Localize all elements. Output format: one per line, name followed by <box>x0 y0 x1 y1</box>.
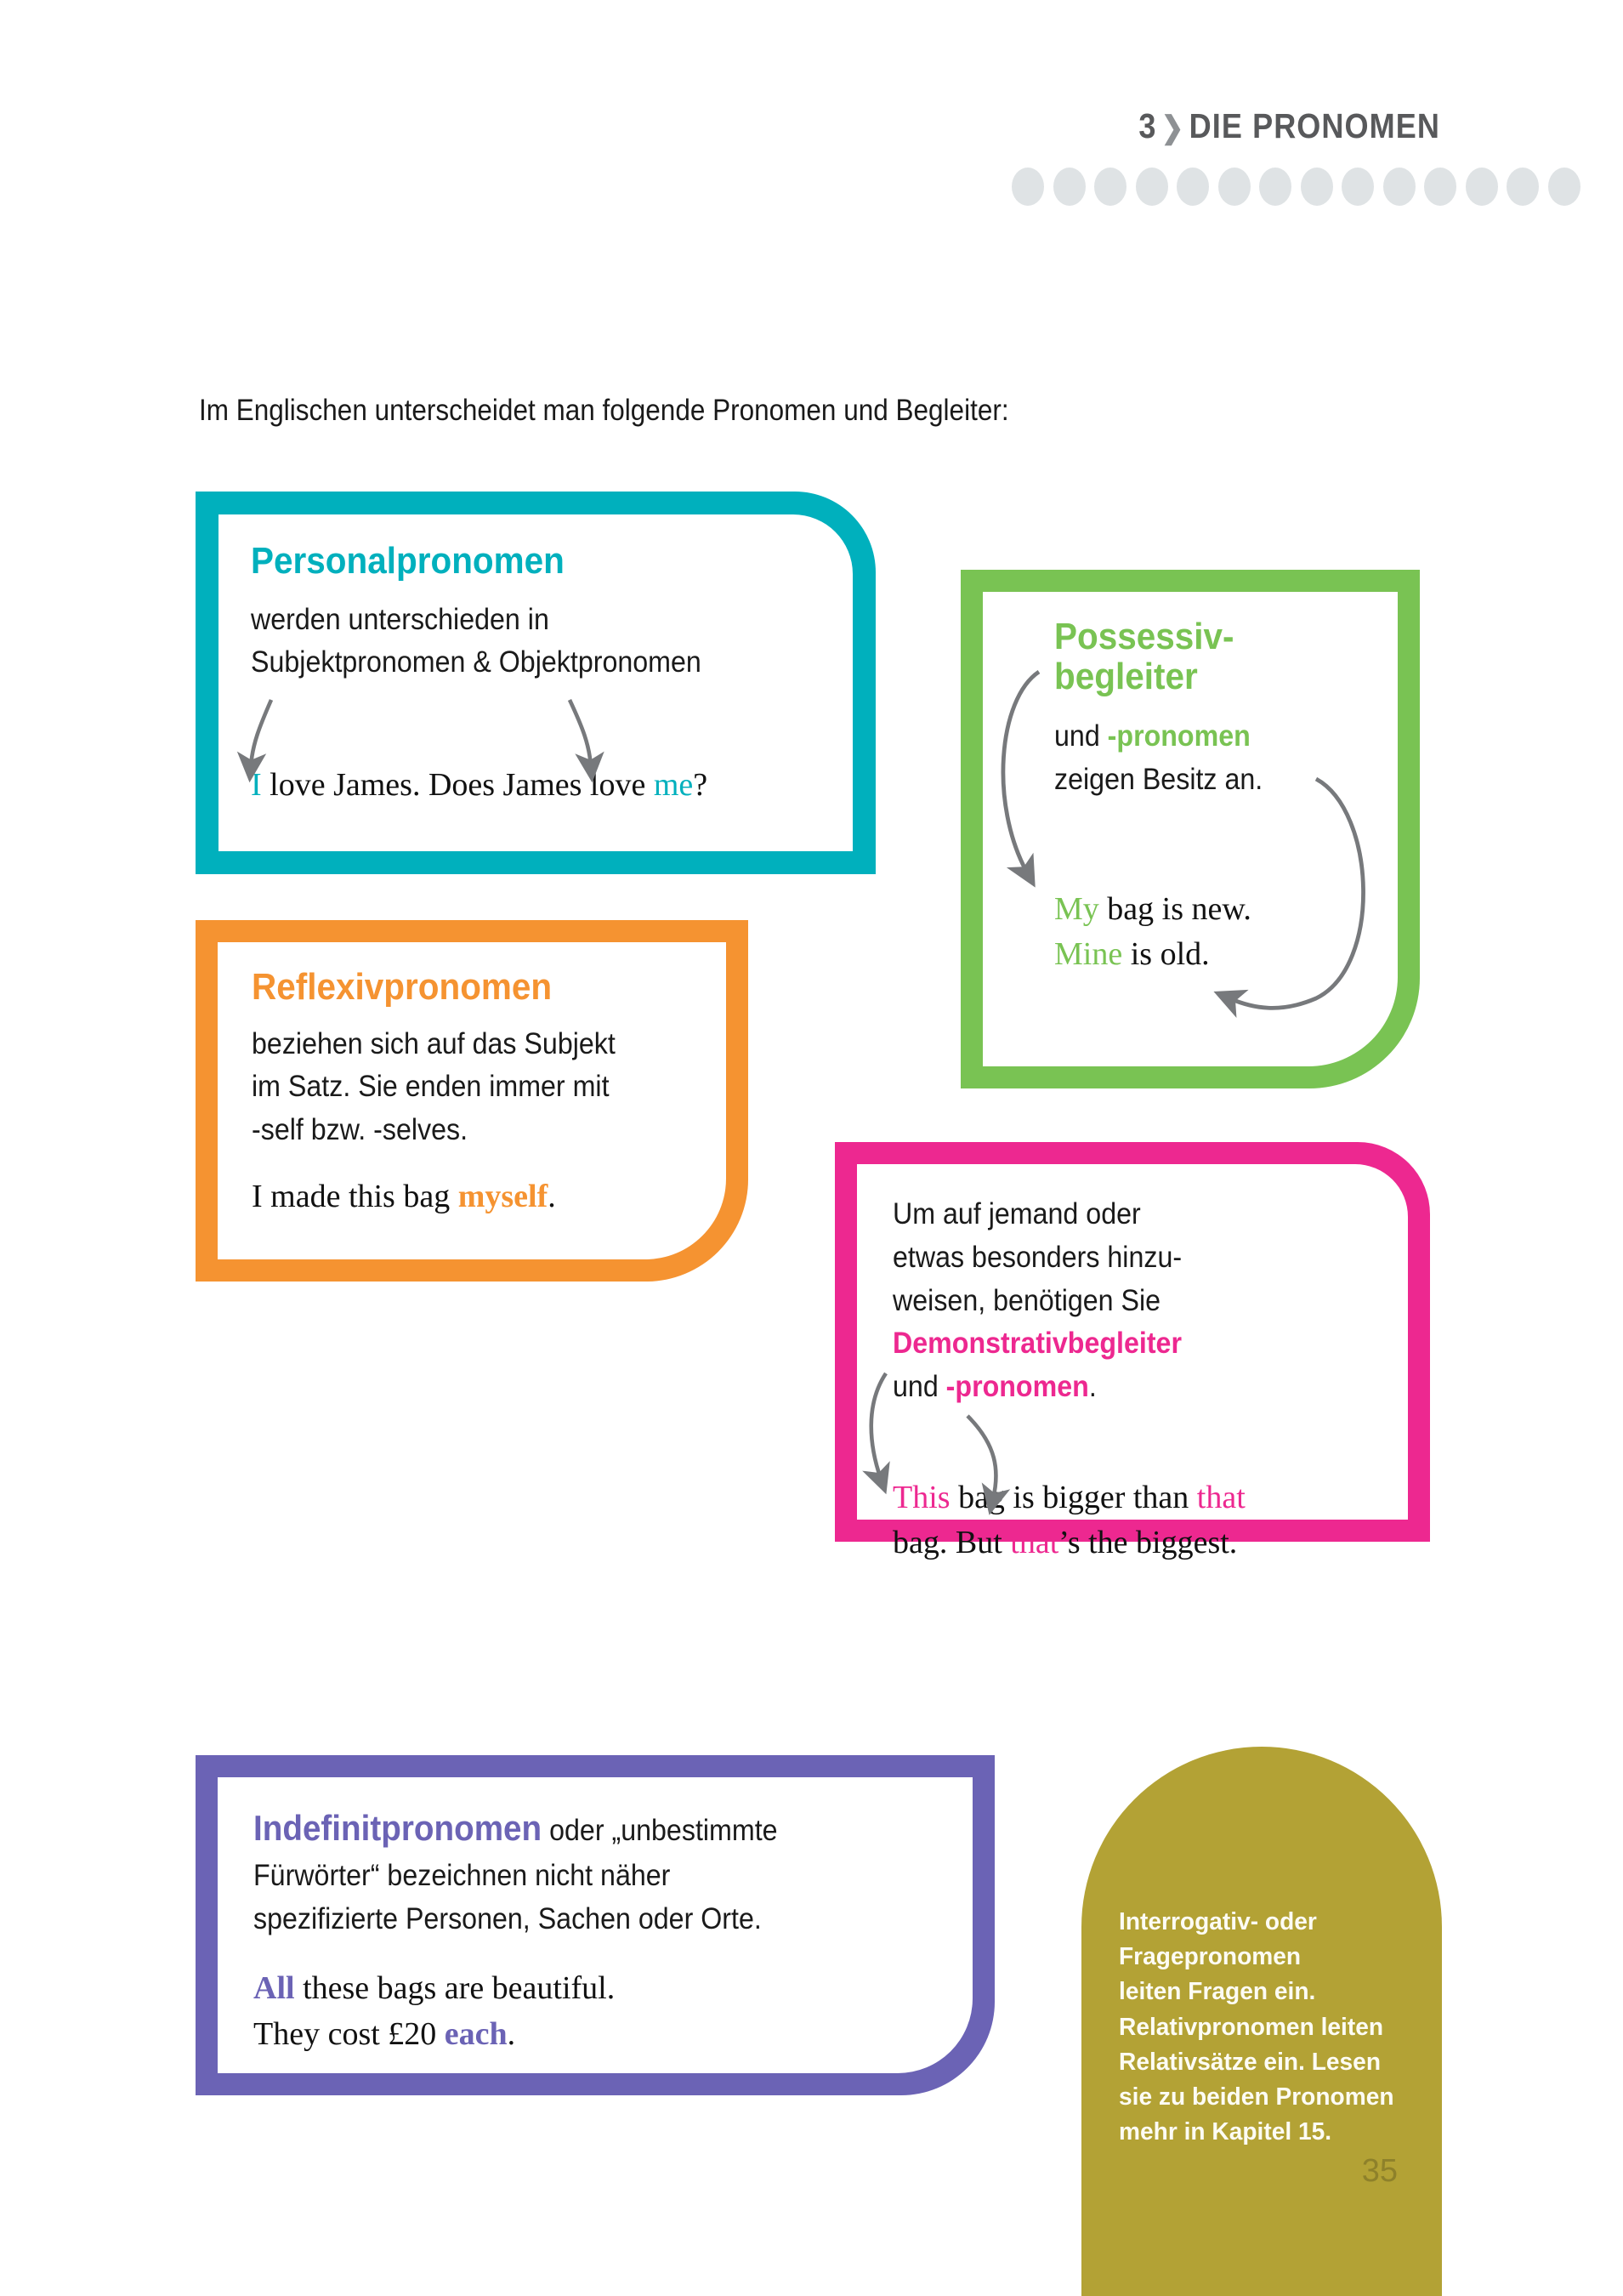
demo-body-line2: etwas besonders hinzu- <box>893 1240 1183 1274</box>
header-dot <box>1259 168 1291 206</box>
info-line6: sie zu beiden Pronomen <box>1119 2083 1394 2111</box>
header-dot-row <box>1012 168 1580 206</box>
indef-hl-all: All <box>253 1970 295 2007</box>
card-reflexivpronomen-inner <box>218 942 726 1259</box>
reflexiv-body-line3: -self bzw. -selves. <box>252 1113 468 1147</box>
demo-hl-that-2: that <box>1010 1524 1059 1560</box>
possessiv-title-line2: begleiter <box>1054 655 1198 697</box>
possessiv-body-highlight: -pronomen <box>1107 719 1251 753</box>
demo-body-highlight2: -pronomen <box>945 1370 1089 1403</box>
header-dot <box>1053 168 1086 206</box>
info-line4: Relativpronomen leiten <box>1119 2013 1384 2041</box>
possessiv-example-line1 <box>1054 887 1389 932</box>
indef-line2: Fürwörter“ bezeichnen nicht näher <box>253 1858 671 1892</box>
demo-lead2: bag. But <box>893 1524 1011 1560</box>
demo-mid: bag is bigger than <box>950 1479 1197 1515</box>
header-dot <box>1507 168 1539 206</box>
possessiv-example-line2 <box>1054 932 1389 977</box>
possessiv-hl-mine: Mine <box>1054 935 1123 972</box>
personalpronomen-body-line1: werden unterschieden in <box>251 602 549 636</box>
indef-line1 <box>253 1803 905 1855</box>
chapter-title: DIE PRONOMEN <box>1189 106 1440 145</box>
info-line3: leiten Fragen ein. <box>1119 1978 1316 2006</box>
indef-hl-each: each <box>444 2015 508 2052</box>
intro-text: Im Englischen unterscheidet man folgende Pronomen und Begleiter: <box>199 394 1009 427</box>
indef-title: Indefinitpronomen <box>253 1808 542 1848</box>
reflexiv-lead: I made this bag <box>252 1178 458 1214</box>
possessiv-hl-my: My <box>1054 890 1099 927</box>
possessiv-title-line1: Possessiv- <box>1054 616 1234 657</box>
demo-example-line2 <box>893 1520 1399 1566</box>
info-line5: Relativsätze ein. Lesen <box>1119 2048 1382 2076</box>
info-line1: Interrogativ- oder <box>1119 1908 1317 1935</box>
demo-prefix2: und <box>893 1370 946 1403</box>
arrow-begleiter-to-this <box>871 1373 886 1479</box>
demo-tail2: . <box>1088 1370 1097 1403</box>
header-dot <box>1301 168 1333 206</box>
header-dot <box>1466 168 1498 206</box>
header-dot <box>1094 168 1126 206</box>
card-demonstrativ-inner <box>857 1164 1408 1560</box>
reflexiv-example <box>252 1174 718 1219</box>
reflexiv-body-line1: beziehen sich auf das Subjekt <box>252 1026 616 1060</box>
reflexiv-hl-myself: myself <box>457 1178 548 1214</box>
possessiv-rest-1: bag is new. <box>1098 890 1251 927</box>
chapter-header <box>173 106 1440 146</box>
example-tail: ? <box>693 767 708 804</box>
possessiv-body-prefix: und <box>1054 719 1108 753</box>
header-dot <box>1136 168 1168 206</box>
header-dot <box>1383 168 1416 206</box>
header-dot <box>1218 168 1251 206</box>
possessiv-rest-2: is old. <box>1122 935 1210 972</box>
example-mid: love James. Does James love <box>261 767 654 804</box>
indef-example-line2 <box>253 2012 962 2057</box>
demo-body-line3: weisen, benötigen Sie <box>893 1283 1161 1317</box>
example-highlight-subject: I <box>251 767 262 804</box>
demo-body-highlight1: Demonstrativbegleiter <box>893 1327 1182 1361</box>
indef-rest1: these bags are beautiful. <box>294 1970 616 2007</box>
demo-example-line1 <box>893 1475 1399 1520</box>
arrow-begleiter-to-my <box>1003 672 1039 872</box>
demo-body-line1: Um auf jemand oder <box>893 1197 1141 1230</box>
indef-example-line1 <box>253 1966 962 2011</box>
header-dot <box>1424 168 1456 206</box>
card-demonstrativ <box>835 1142 1430 1560</box>
header-dot <box>1548 168 1580 206</box>
info-line2: Fragepronomen <box>1119 1943 1302 1971</box>
reflexiv-body-line2: im Satz. Sie enden immer mit <box>252 1070 610 1104</box>
card-indefinitpronomen <box>196 1755 995 2095</box>
demo-hl-that-1: that <box>1196 1479 1246 1515</box>
indef-after-title: oder „unbestimmte <box>542 1814 778 1847</box>
header-dot <box>1177 168 1209 206</box>
indef-tail2: . <box>507 2015 516 2052</box>
card-possessivbegleiter-inner <box>983 592 1398 1066</box>
card-possessivbegleiter <box>961 570 1420 1088</box>
possessiv-body-line1 <box>1054 715 1362 759</box>
card-personalpronomen-inner <box>218 514 853 851</box>
card-personalpronomen <box>196 492 876 874</box>
possessiv-body-line2: zeigen Besitz an. <box>1054 763 1263 796</box>
reflexiv-tail: . <box>548 1178 556 1214</box>
header-dot <box>1342 168 1374 206</box>
header-dot <box>1012 168 1044 206</box>
personalpronomen-title: Personalpronomen <box>251 540 565 582</box>
indef-lead2: They cost £20 <box>253 2015 445 2052</box>
reflexiv-title: Reflexivpronomen <box>252 966 553 1008</box>
demo-body-line5 <box>893 1366 1359 1409</box>
chevron-right-icon: ❯ <box>1161 110 1185 145</box>
demo-tail3: ’s the biggest. <box>1058 1524 1238 1560</box>
indef-line3: spezifizierte Personen, Sachen oder Orte. <box>253 1901 762 1935</box>
card-info-arch <box>1081 1747 1442 2296</box>
card-indefinitpronomen-inner <box>218 1777 973 2073</box>
page-number: 35 <box>1361 2153 1398 2189</box>
personalpronomen-example <box>251 763 844 808</box>
chapter-number: 3 <box>1138 106 1157 145</box>
card-reflexivpronomen <box>196 920 748 1282</box>
example-highlight-object: me <box>653 767 694 804</box>
demo-hl-this: This <box>893 1479 951 1515</box>
personalpronomen-body-line2: Subjektpronomen & Objektpronomen <box>251 645 701 679</box>
info-line7: mehr in Kapitel 15. <box>1119 2118 1332 2146</box>
